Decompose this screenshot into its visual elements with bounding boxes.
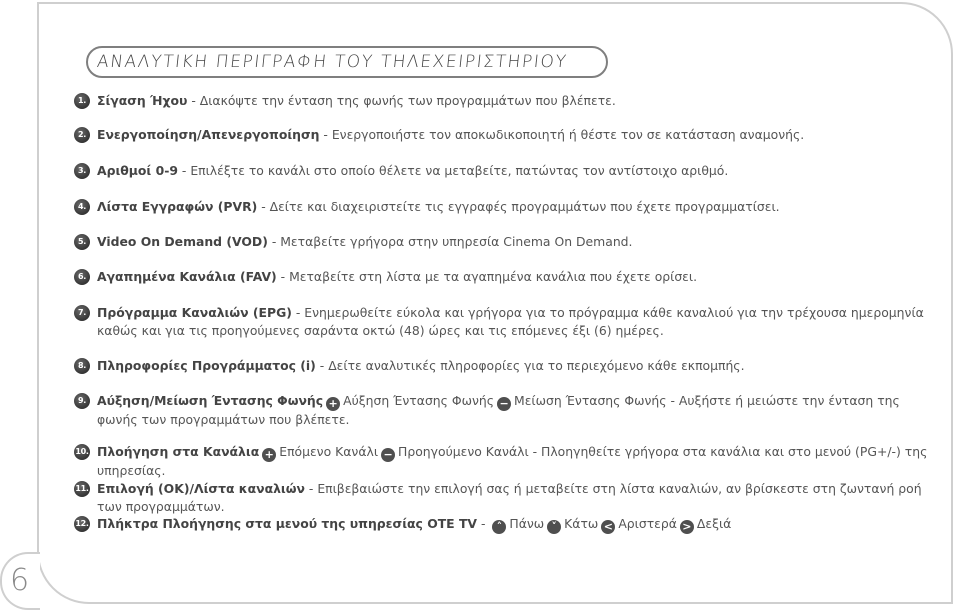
item-desc: - Αυξήστε ή μειώστε την ένταση της φωνής των προγραμμάτων που βλέπετε. (97, 393, 900, 427)
item-title: Επιλογή (OK)/Λίστα καναλιών (97, 481, 305, 496)
list-item (74, 92, 944, 110)
item-title: Σίγαση Ήχου (97, 93, 188, 108)
list-item (74, 304, 944, 340)
item-title: Λίστα Εγγραφών (PVR) (97, 199, 258, 214)
item-number: 8. (74, 358, 90, 374)
list-item (74, 233, 944, 251)
item-desc: - Δείτε και διαχειριστείτε τις εγγραφές προγραμμάτων που έχετε προγραμματίσει. (257, 199, 780, 214)
item-number: 9. (74, 393, 90, 409)
item-number: 12. (74, 516, 90, 532)
plus-label: Επόμενο Κανάλι (279, 444, 379, 459)
item-desc: - Επιλέξτε το κανάλι στο οποίο θέλετε να μεταβείτε, πατώντας τον αντίστοιχο αριθμό. (177, 163, 729, 178)
item-desc: - Δείτε αναλυτικές πληροφορίες για το περιεχόμενο κάθε εκπομπής. (315, 358, 745, 373)
arrow-right-icon: > (680, 520, 694, 534)
item-desc: - Ενεργοποιήστε τον αποκωδικοποιητή ή θέστε τον σε κατάσταση αναμονής. (319, 127, 805, 142)
right-label: Δεξιά (696, 516, 732, 531)
arrow-down-icon: ˅ (547, 520, 561, 534)
item-title: Αγαπημένα Κανάλια (FAV) (97, 269, 277, 284)
minus-label: Προηγούμενο Κανάλι (398, 444, 529, 459)
item-desc: - Ενημερωθείτε εύκολα και γρήγορα για το πρόγραμμα κάθε καναλιού για την τρέχουσα ημερομηνία καθώς και για τις προηγούμενες σαράντα οκτώ (48) ώρες και τις επόμενες έξι (6) ημέρες. (97, 305, 924, 338)
minus-circle-icon: − (497, 397, 511, 411)
list-item (74, 443, 944, 480)
list-item (74, 198, 944, 216)
plus-circle-icon: + (326, 397, 340, 411)
minus-label: Μείωση Έντασης Φωνής (514, 393, 667, 408)
item-title: Πληροφορίες Προγράμματος (i) (97, 358, 316, 373)
page-number: 6 (10, 563, 30, 598)
arrow-up-icon: ˄ (492, 520, 506, 534)
list-item (74, 126, 944, 144)
left-label: Αριστερά (618, 516, 677, 531)
item-desc: - Επιβεβαιώστε την επιλογή σας ή μεταβείτε στη λίστα καναλιών, αν βρίσκεστε στη ζωντανή ροή των προγραμμάτων. (97, 481, 922, 514)
item-desc: - Μεταβείτε γρήγορα στην υπηρεσία Cinema On Demand. (267, 234, 633, 249)
item-number: 6. (74, 269, 90, 285)
plus-circle-icon: + (262, 448, 276, 462)
item-number: 4. (74, 199, 90, 215)
plus-label: Αύξηση Έντασης Φωνής (343, 393, 495, 408)
page-title: ΑΝΑΛΥΤΙΚΗ ΠΕΡΙΓΡΑΦΗ ΤΟΥ ΤΗΛΕΧΕΙΡΙΣΤΗΡΙΟΥ (95, 52, 569, 72)
minus-circle-icon: − (381, 448, 395, 462)
list-item (74, 268, 944, 286)
up-label: Πάνω (509, 516, 545, 531)
list-item (74, 162, 944, 180)
item-title: Video On Demand (VOD) (97, 234, 268, 249)
item-title: Πλοήγηση στα Κανάλια (97, 444, 260, 459)
item-sep: - (477, 516, 490, 531)
list-item (74, 515, 944, 534)
item-number: 2. (74, 127, 90, 143)
item-desc: - Διακόψτε την ένταση της φωνής των προγραμμάτων που βλέπετε. (187, 93, 616, 108)
list-item (74, 357, 944, 375)
item-title: Πλήκτρα Πλοήγησης στα μενού της υπηρεσίας OTE TV (97, 516, 478, 531)
item-number: 3. (74, 163, 90, 179)
item-title: Αριθμοί 0-9 (97, 163, 178, 178)
down-label: Κάτω (564, 516, 599, 531)
item-number: 11. (74, 481, 90, 497)
list-item (74, 480, 944, 516)
item-title: Πρόγραμμα Καναλιών (EPG) (97, 305, 292, 320)
item-number: 1. (74, 93, 90, 109)
item-number: 10. (74, 444, 90, 460)
item-desc: - Πλοηγηθείτε γρήγορα στα κανάλια και στο μενού (PG+/-) της υπηρεσίας. (97, 444, 928, 478)
item-number: 7. (74, 305, 90, 321)
item-desc: - Μεταβείτε στη λίστα με τα αγαπημένα κανάλια που έχετε ορίσει. (276, 269, 698, 284)
list-item (74, 392, 944, 429)
item-number: 5. (74, 234, 90, 250)
arrow-left-icon: < (601, 520, 615, 534)
item-title: Ενεργοποίηση/Απενεργοποίηση (97, 127, 320, 142)
item-title: Αύξηση/Μείωση Έντασης Φωνής (97, 393, 324, 408)
